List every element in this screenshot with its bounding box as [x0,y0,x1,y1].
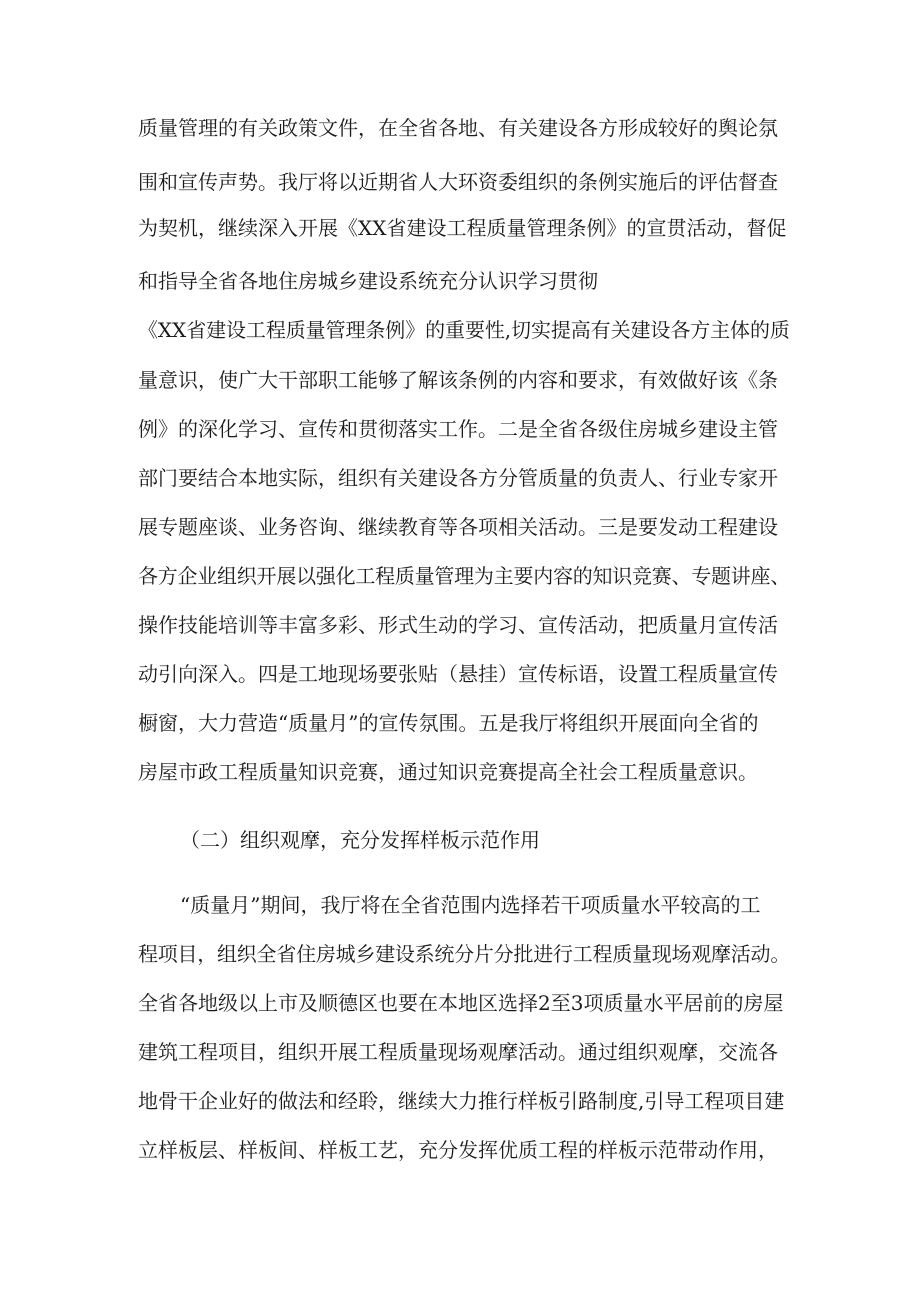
section-heading-2: （二）组织观摩，充分发挥样板示范作用 [180,828,540,852]
paragraph-1-line-11: 操作技能培训等丰富多彩、形式生动的学习、宣传活动，把质量月宣传活 [138,613,778,637]
paragraph-1-line-4: 和指导全省各地住房城乡建设系统充分认识学习贯彻 [138,269,598,293]
paragraph-2-line-4: 建筑工程项目，组织开展工程质量现场观摩活动。通过组织观摩，交流各 [138,1040,778,1064]
paragraph-1-line-8: 部门要结合本地实际，组织有关建设各方分管质量的负责人、行业专家开 [138,466,778,490]
paragraph-2-line-5: 地骨干企业好的做法和经聆，继续大力推行样板引路制度,引导工程项目建 [138,1089,785,1113]
paragraph-1-line-3: 为契机，继续深入开展《XX省建设工程质量管理条例》的宣贯活动，督促 [138,216,787,240]
paragraph-2-line-3: 全省各地级以上市及顺德区也要在本地区选择2至3项质量水平居前的房屋 [138,991,784,1015]
paragraph-1-line-2: 围和宣传声势。我厅将以近期省人大环资委组织的条例实施后的评估督查 [138,170,778,194]
paragraph-2-line-2: 程项目，组织全省住房城乡建设系统分片分批进行工程质量现场观摩活动。 [138,942,791,966]
paragraph-1-line-5: 《XX省建设工程质量管理条例》的重要性,切实提高有关建设各方主体的质 [138,318,790,342]
paragraph-2-line-6: 立样板层、样板间、样板工艺，充分发挥优质工程的样板示范带动作用， [138,1138,778,1162]
paragraph-1-line-12: 动引向深入。四是工地现场要张贴（悬挂）宣传标语，设置工程质量宣传 [138,662,778,686]
paragraph-1-line-10: 各方企业组织开展以强化工程质量管理为主要内容的知识竞赛、专题讲座、 [138,564,791,588]
paragraph-1-line-9: 展专题座谈、业务咨询、继续教育等各项相关活动。三是要发动工程建设 [138,515,778,539]
paragraph-1-line-14: 房屋市政工程质量知识竞赛，通过知识竞赛提高全社会工程质量意识。 [138,760,758,784]
paragraph-1-line-13: 橱窗，大力营造“质量月”的宣传氛围。五是我厅将组织开展面向全省的 [138,711,759,735]
paragraph-2-line-1: “质量月”期间，我厅将在全省范围内选择若干项质量水平较高的工 [180,893,761,917]
paragraph-1-line-1: 质量管理的有关政策文件，在全省各地、有关建设各方形成较好的舆论氛 [138,116,778,140]
paragraph-1-line-7: 例》的深化学习、宣传和贯彻落实工作。二是全省各级住房城乡建设主管 [138,417,778,441]
paragraph-1-line-6: 量意识，使广大干部职工能够了解该条例的内容和要求，有效做好该《条 [138,368,778,392]
